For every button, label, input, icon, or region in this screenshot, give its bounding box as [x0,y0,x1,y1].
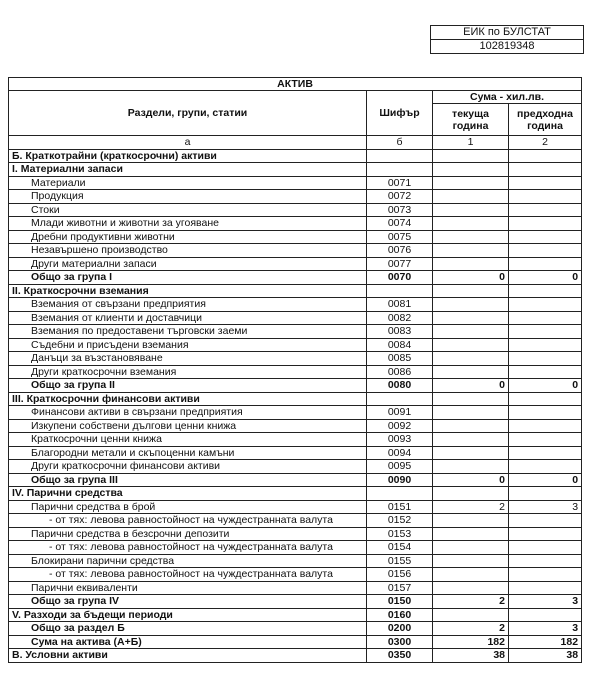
table-row [9,500,582,514]
table-row [9,514,582,528]
row-label: Общо за раздел Б [9,622,367,636]
row-code: 0074 [367,217,433,231]
row-current-value: 0 [433,271,509,285]
row-previous-value [509,325,582,339]
table-row [9,271,582,285]
row-current-value [433,446,509,460]
row-code: 0085 [367,352,433,366]
table-row [9,379,582,393]
row-label: Общо за група IV [9,595,367,609]
row-label: Други краткосрочни финансови активи [9,460,367,474]
row-current-value [433,325,509,339]
row-code: 0155 [367,554,433,568]
sub-header-2: 2 [509,136,582,150]
row-label: Краткосрочни ценни книжа [9,433,367,447]
table-row [9,406,582,420]
row-previous-value [509,527,582,541]
table-row [9,554,582,568]
row-code: 0152 [367,514,433,528]
table-row [9,352,582,366]
row-code: 0071 [367,176,433,190]
row-label: II. Краткосрочни вземания [9,284,367,298]
row-label: IV. Парични средства [9,487,367,501]
row-code: 0086 [367,365,433,379]
row-label: III. Краткосрочни финансови активи [9,392,367,406]
row-label: Съдебни и присъдени вземания [9,338,367,352]
sub-header-a: а [9,136,367,150]
table-row [9,163,582,177]
table-row [9,176,582,190]
table-row [9,298,582,312]
row-label: Общо за група I [9,271,367,285]
row-label: Вземания по предоставени търговски заеми [9,325,367,339]
table-row [9,149,582,163]
row-previous-value: 3 [509,595,582,609]
row-label: - от тях: левова равностойност на чуждестранната валута [9,541,367,555]
row-code [367,149,433,163]
table-row [9,217,582,231]
table-row [9,527,582,541]
row-current-value [433,460,509,474]
row-current-value: 0 [433,473,509,487]
row-current-value: 0 [433,379,509,393]
table-row [9,284,582,298]
row-label: Общо за група III [9,473,367,487]
row-current-value [433,338,509,352]
row-previous-value [509,406,582,420]
row-current-value [433,352,509,366]
row-previous-value [509,149,582,163]
row-current-value [433,406,509,420]
row-code: 0083 [367,325,433,339]
row-code [367,163,433,177]
row-previous-value [509,460,582,474]
row-current-value [433,581,509,595]
row-code: 0092 [367,419,433,433]
row-label: Вземания от клиенти и доставчици [9,311,367,325]
row-previous-value [509,338,582,352]
row-label: Изкупени собствени дългови ценни книжа [9,419,367,433]
table-row [9,230,582,244]
row-current-value [433,149,509,163]
row-code: 0200 [367,622,433,636]
table-row [9,595,582,609]
row-previous-value [509,311,582,325]
row-label: Парични еквиваленти [9,581,367,595]
row-previous-value [509,365,582,379]
row-previous-value [509,176,582,190]
row-code: 0094 [367,446,433,460]
row-label: - от тях: левова равностойност на чуждестранната валута [9,568,367,582]
row-previous-value [509,203,582,217]
row-label: Вземания от свързани предприятия [9,298,367,312]
row-code: 0151 [367,500,433,514]
row-code: 0077 [367,257,433,271]
row-code: 0072 [367,190,433,204]
row-label: Материали [9,176,367,190]
row-label: Незавършено производство [9,244,367,258]
row-label: Други краткосрочни вземания [9,365,367,379]
row-previous-value: 3 [509,500,582,514]
row-previous-value [509,608,582,622]
row-previous-value [509,244,582,258]
row-current-value [433,514,509,528]
row-previous-value [509,554,582,568]
col-header-code: Шифър [367,91,433,136]
table-row [9,325,582,339]
table-row [9,649,582,663]
table-row [9,581,582,595]
table-row [9,460,582,474]
row-code: 0300 [367,635,433,649]
row-code: 0160 [367,608,433,622]
row-code: 0095 [367,460,433,474]
row-previous-value [509,433,582,447]
row-label: Дребни продуктивни животни [9,230,367,244]
row-label: Продукция [9,190,367,204]
sub-header-1: 1 [433,136,509,150]
row-label: V. Разходи за бъдещи периоди [9,608,367,622]
table-row [9,473,582,487]
row-current-value [433,365,509,379]
row-current-value [433,257,509,271]
table-row [9,190,582,204]
row-code: 0157 [367,581,433,595]
row-previous-value [509,514,582,528]
row-current-value [433,568,509,582]
row-label: Парични средства в брой [9,500,367,514]
row-label: Млади животни и животни за угояване [9,217,367,231]
table-row [9,311,582,325]
row-code: 0091 [367,406,433,420]
row-code: 0090 [367,473,433,487]
row-current-value [433,541,509,555]
row-code: 0153 [367,527,433,541]
row-current-value [433,433,509,447]
row-code [367,487,433,501]
row-label: Благородни метали и скъпоценни камъни [9,446,367,460]
row-current-value: 2 [433,500,509,514]
sub-header-b: б [367,136,433,150]
table-row [9,635,582,649]
table-row [9,608,582,622]
col-header-sum: Сума - хил.лв. [433,91,582,104]
row-current-value [433,217,509,231]
row-label: I. Материални запаси [9,163,367,177]
row-current-value [433,176,509,190]
eik-value: 102819348 [479,40,535,52]
table-row [9,568,582,582]
table-row [9,419,582,433]
row-previous-value [509,257,582,271]
row-code: 0075 [367,230,433,244]
row-label: Блокирани парични средства [9,554,367,568]
row-previous-value [509,568,582,582]
row-label: Други материални запаси [9,257,367,271]
row-label: Общо за група II [9,379,367,393]
row-label: Парични средства в безсрочни депозити [9,527,367,541]
row-current-value [433,527,509,541]
col-header-previous: предходна година [509,104,582,136]
table-row [9,487,582,501]
eik-label: ЕИК по БУЛСТАТ [431,26,583,40]
row-code: 0070 [367,271,433,285]
row-current-value [433,311,509,325]
row-code: 0350 [367,649,433,663]
row-current-value [433,419,509,433]
row-current-value [433,298,509,312]
row-code: 0150 [367,595,433,609]
row-current-value [433,284,509,298]
row-code: 0084 [367,338,433,352]
table-row [9,203,582,217]
row-previous-value [509,392,582,406]
row-current-value [433,230,509,244]
row-previous-value [509,190,582,204]
table-row [9,433,582,447]
row-previous-value: 3 [509,622,582,636]
table-row [9,365,582,379]
row-previous-value [509,541,582,555]
row-code [367,392,433,406]
row-label: Б. Краткотрайни (краткосрочни) активи [9,149,367,163]
row-current-value: 182 [433,635,509,649]
row-previous-value: 0 [509,271,582,285]
row-previous-value [509,284,582,298]
table-row [9,622,582,636]
table-row [9,446,582,460]
col-header-current: текуща година [433,104,509,136]
row-code [367,284,433,298]
row-code: 0156 [367,568,433,582]
row-previous-value [509,298,582,312]
table-title: АКТИВ [9,78,582,91]
row-previous-value: 0 [509,379,582,393]
assets-table [8,77,582,663]
row-label: Данъци за възстановяване [9,352,367,366]
table-row [9,257,582,271]
row-current-value [433,608,509,622]
row-code: 0154 [367,541,433,555]
row-previous-value [509,446,582,460]
row-current-value [433,392,509,406]
row-code: 0082 [367,311,433,325]
row-current-value [433,244,509,258]
row-code: 0080 [367,379,433,393]
row-current-value: 2 [433,595,509,609]
row-previous-value [509,352,582,366]
row-previous-value: 182 [509,635,582,649]
table-row [9,338,582,352]
table-row [9,244,582,258]
row-code: 0073 [367,203,433,217]
row-label: Финансови активи в свързани предприятия [9,406,367,420]
table-row [9,392,582,406]
row-label: Сума на актива (А+Б) [9,635,367,649]
row-code: 0093 [367,433,433,447]
col-header-sections: Раздели, групи, статии [9,91,367,136]
row-code: 0081 [367,298,433,312]
row-label: - от тях: левова равностойност на чуждестранната валута [9,514,367,528]
row-previous-value [509,230,582,244]
row-previous-value [509,163,582,177]
row-current-value [433,487,509,501]
row-current-value: 38 [433,649,509,663]
row-current-value [433,163,509,177]
eik-box [430,25,584,54]
table-row [9,541,582,555]
row-previous-value [509,581,582,595]
row-code: 0076 [367,244,433,258]
row-previous-value: 38 [509,649,582,663]
row-previous-value [509,419,582,433]
row-label: В. Условни активи [9,649,367,663]
row-current-value [433,190,509,204]
row-label: Стоки [9,203,367,217]
row-current-value [433,554,509,568]
row-previous-value [509,487,582,501]
row-previous-value [509,217,582,231]
row-previous-value: 0 [509,473,582,487]
row-current-value [433,203,509,217]
row-current-value: 2 [433,622,509,636]
